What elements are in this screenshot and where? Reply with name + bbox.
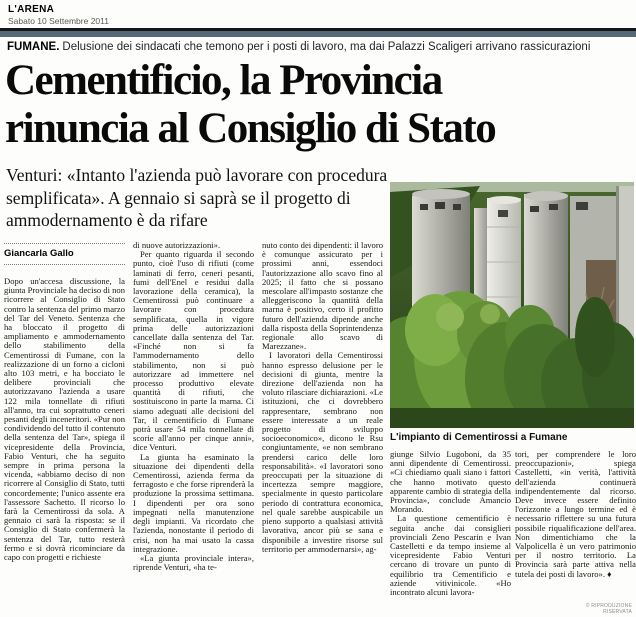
body-paragraph: La questione cementificio è seguita anche dai consiglieri provinciali Zeno Pescarin e Ivan Castelletti e da tempo insieme al vicepresidente Fabio Venturi cercano di trovare un punto di equilibrio tra Cementificio e aziende vitivinicole. «Ho incontrato alcuni lavora- [390, 513, 511, 598]
body-paragraph: La giunta ha esaminato la situazione dei dipendenti della Cementirossi, azienda ferma da ferragosto e che forse riprenderà la produzione la prossima settimana. I dipendenti per ora sono impegnati nella manutenzione degli impianti. Va ricordato che l'azienda, nonostante il periodo di crisi, non ha mai usato la cassa integrazione. [133, 451, 254, 554]
kicker-text: Delusione dei sindacati che temono per i posti di lavoro, ma dai Palazzi Scaligeri arrivano rassicurazioni [62, 41, 591, 53]
masthead-title: L'ARENA [8, 4, 55, 15]
headline-line-1: Cementificio, la Provincia [5, 57, 442, 104]
cement-plant-photo [390, 182, 634, 428]
masthead [8, 4, 109, 26]
body-column-3 [262, 241, 383, 617]
kicker-tag: FUMANE. [7, 41, 60, 53]
byline: Giancarla Gallo [4, 243, 125, 265]
body-paragraph: I lavoratori della Cementirossi hanno espresso delusione per le decisioni di giunta, mentre la direzione dell'azienda non ha voluto rilasciare dichiarazioni. «Le istituzioni, che ci dovrebbero rappresentare, sembrano non essere interessate a un reale progetto di sviluppo socioeconomico», dicono le Rsu congiuntamente, «e non sembrano prendersi carico delle loro responsabilità». «I lavoratori sono preoccupati per la situazione di incertezza sempre maggiore, specialmente in questo particolare periodo di contrattura economica, nel quale sarebbe auspicabile un pieno supporto a qualsiasi attività lavorativa, ancor più se sana e disponibile a investire risorse sul territorio per ammodernarsi», ag- [262, 350, 383, 554]
body-paragraph: Dopo un'accesa discussione, la giunta Provinciale ha deciso di non ricorrere al Consiglio di Stato contro la sentenza del primo marzo del Tar del Veneto. Sentenza che ha bloccato il progetto di ampliamento e ammodernamento dello stabilimento della Cementirossi di Fumane, con la realizzazione di un forno a cicloni alto 103 metri, e ha bocciato le delibere provinciali che autorizzavano l'azienda a usare 122 mila tonnellate di rifiuti all'anno, tra cui soprattutto ceneri pesanti degli inceneritori. «Pur non condividendo del tutto il contenuto della sentenza del Tar», spiega il vicepresidente della Provincia, Fabio Venturi, che ha seguito sempre in prima persona la vicenda, «abbiamo deciso di non ricorrere al Consiglio di Stato, tutti concordemente; l'unico assente era l'assessore Sachetto. Il ricorso lo farà la Cementirossi da sola. A gennaio ci sarà la risposta: se il Consiglio di Stato confermerà la sentenza del Tar, tutto resterà fermo e si dovrà ricominciare da capo con progetti e richieste [4, 277, 125, 563]
headline-line-2: rinuncia al Consiglio di Stato [5, 105, 496, 152]
kicker [7, 41, 631, 53]
photo-caption: L'impianto di Cementirossi a Fumane [390, 432, 568, 443]
body-column-2 [133, 241, 254, 617]
body-paragraph: «La giunta provinciale intera», riprende Venturi, «ha te- [133, 552, 254, 573]
accent-bar [0, 31, 636, 37]
body-paragraph: di nuove autorizzazioni». [133, 241, 221, 250]
body-column-4 [390, 450, 511, 617]
body-paragraph: nuto conto dei dipendenti: il lavoro è comunque assicurato per i prossimi anni, essendoci l'autorizzazione allo scavo fino al 2025; il fatto che si possano mescolare all'impasto sostanze che alleggeriscono la quantità della marna è positivo, certo il profitto futuro dell'azienda dipende anche dalla risposta della Soprintendenza regionale allo scavo di Marezzane». [262, 241, 383, 352]
body-paragraph: tori, per comprendere le loro preoccupazioni», spiega Castelletti, «in verità, l'attività dell'azienda continuerà indipendentemente dal ricorso. Deve invece essere definito l'orizzonte a lungo termine ed è necessario riflettere su una futura possibile riqualificazione dell'area. Non dimentichiamo che la Valpolicella è un vero patrimonio per il nostro territorio. La Provincia sarà parte attiva nella tutela dei posti di lavoro». ♦ [515, 450, 636, 579]
subhead: Venturi: «Intanto l'azienda può lavorare con procedura semplificata». A gennaio si saprà se il progetto di ammodernamento è da rifare [6, 165, 388, 230]
body-paragraph: Per quanto riguarda il secondo punto, cioè l'uso di rifiuti (come laminati di ferro, ceneri pesanti, fumi dell'Enel e residui dalla lavorazione della ceramica), la Cementirossi può continuare a lavorare con procedura semplificata, quella in vigore prima delle autorizzazioni cancellate dalla sentenza del Tar. «Finché non si fa l'ammodernamento dello stabilimento, non si può autorizzare ad immettere nel processo produttivo elevate quantità di rifiuti, che sostituiscono in parte la marna. Ci siamo adeguati alle decisioni del Tar, il cementificio di Fumane potrà usare 54 mila tonnellate di scorie all'anno per cinque anni», dice Venturi. [133, 249, 254, 453]
headline [5, 57, 635, 153]
cement-plant-illustration [390, 182, 634, 428]
body-paragraph: giunge Silvio Lugoboni, da 35 anni dipendente di Cementirossi. «Ci chiediamo quali siano i fattori che hanno motivato questo apparente cambio di strategia della Provincia», conclude Amancio Morando. [390, 450, 511, 515]
copyright-notice: © RIPRODUZIONE RISERVATA [585, 603, 632, 615]
masthead-date: Sabato 10 Settembre 2011 [8, 16, 109, 26]
body-column-1 [4, 277, 125, 617]
body-column-5 [515, 450, 636, 617]
